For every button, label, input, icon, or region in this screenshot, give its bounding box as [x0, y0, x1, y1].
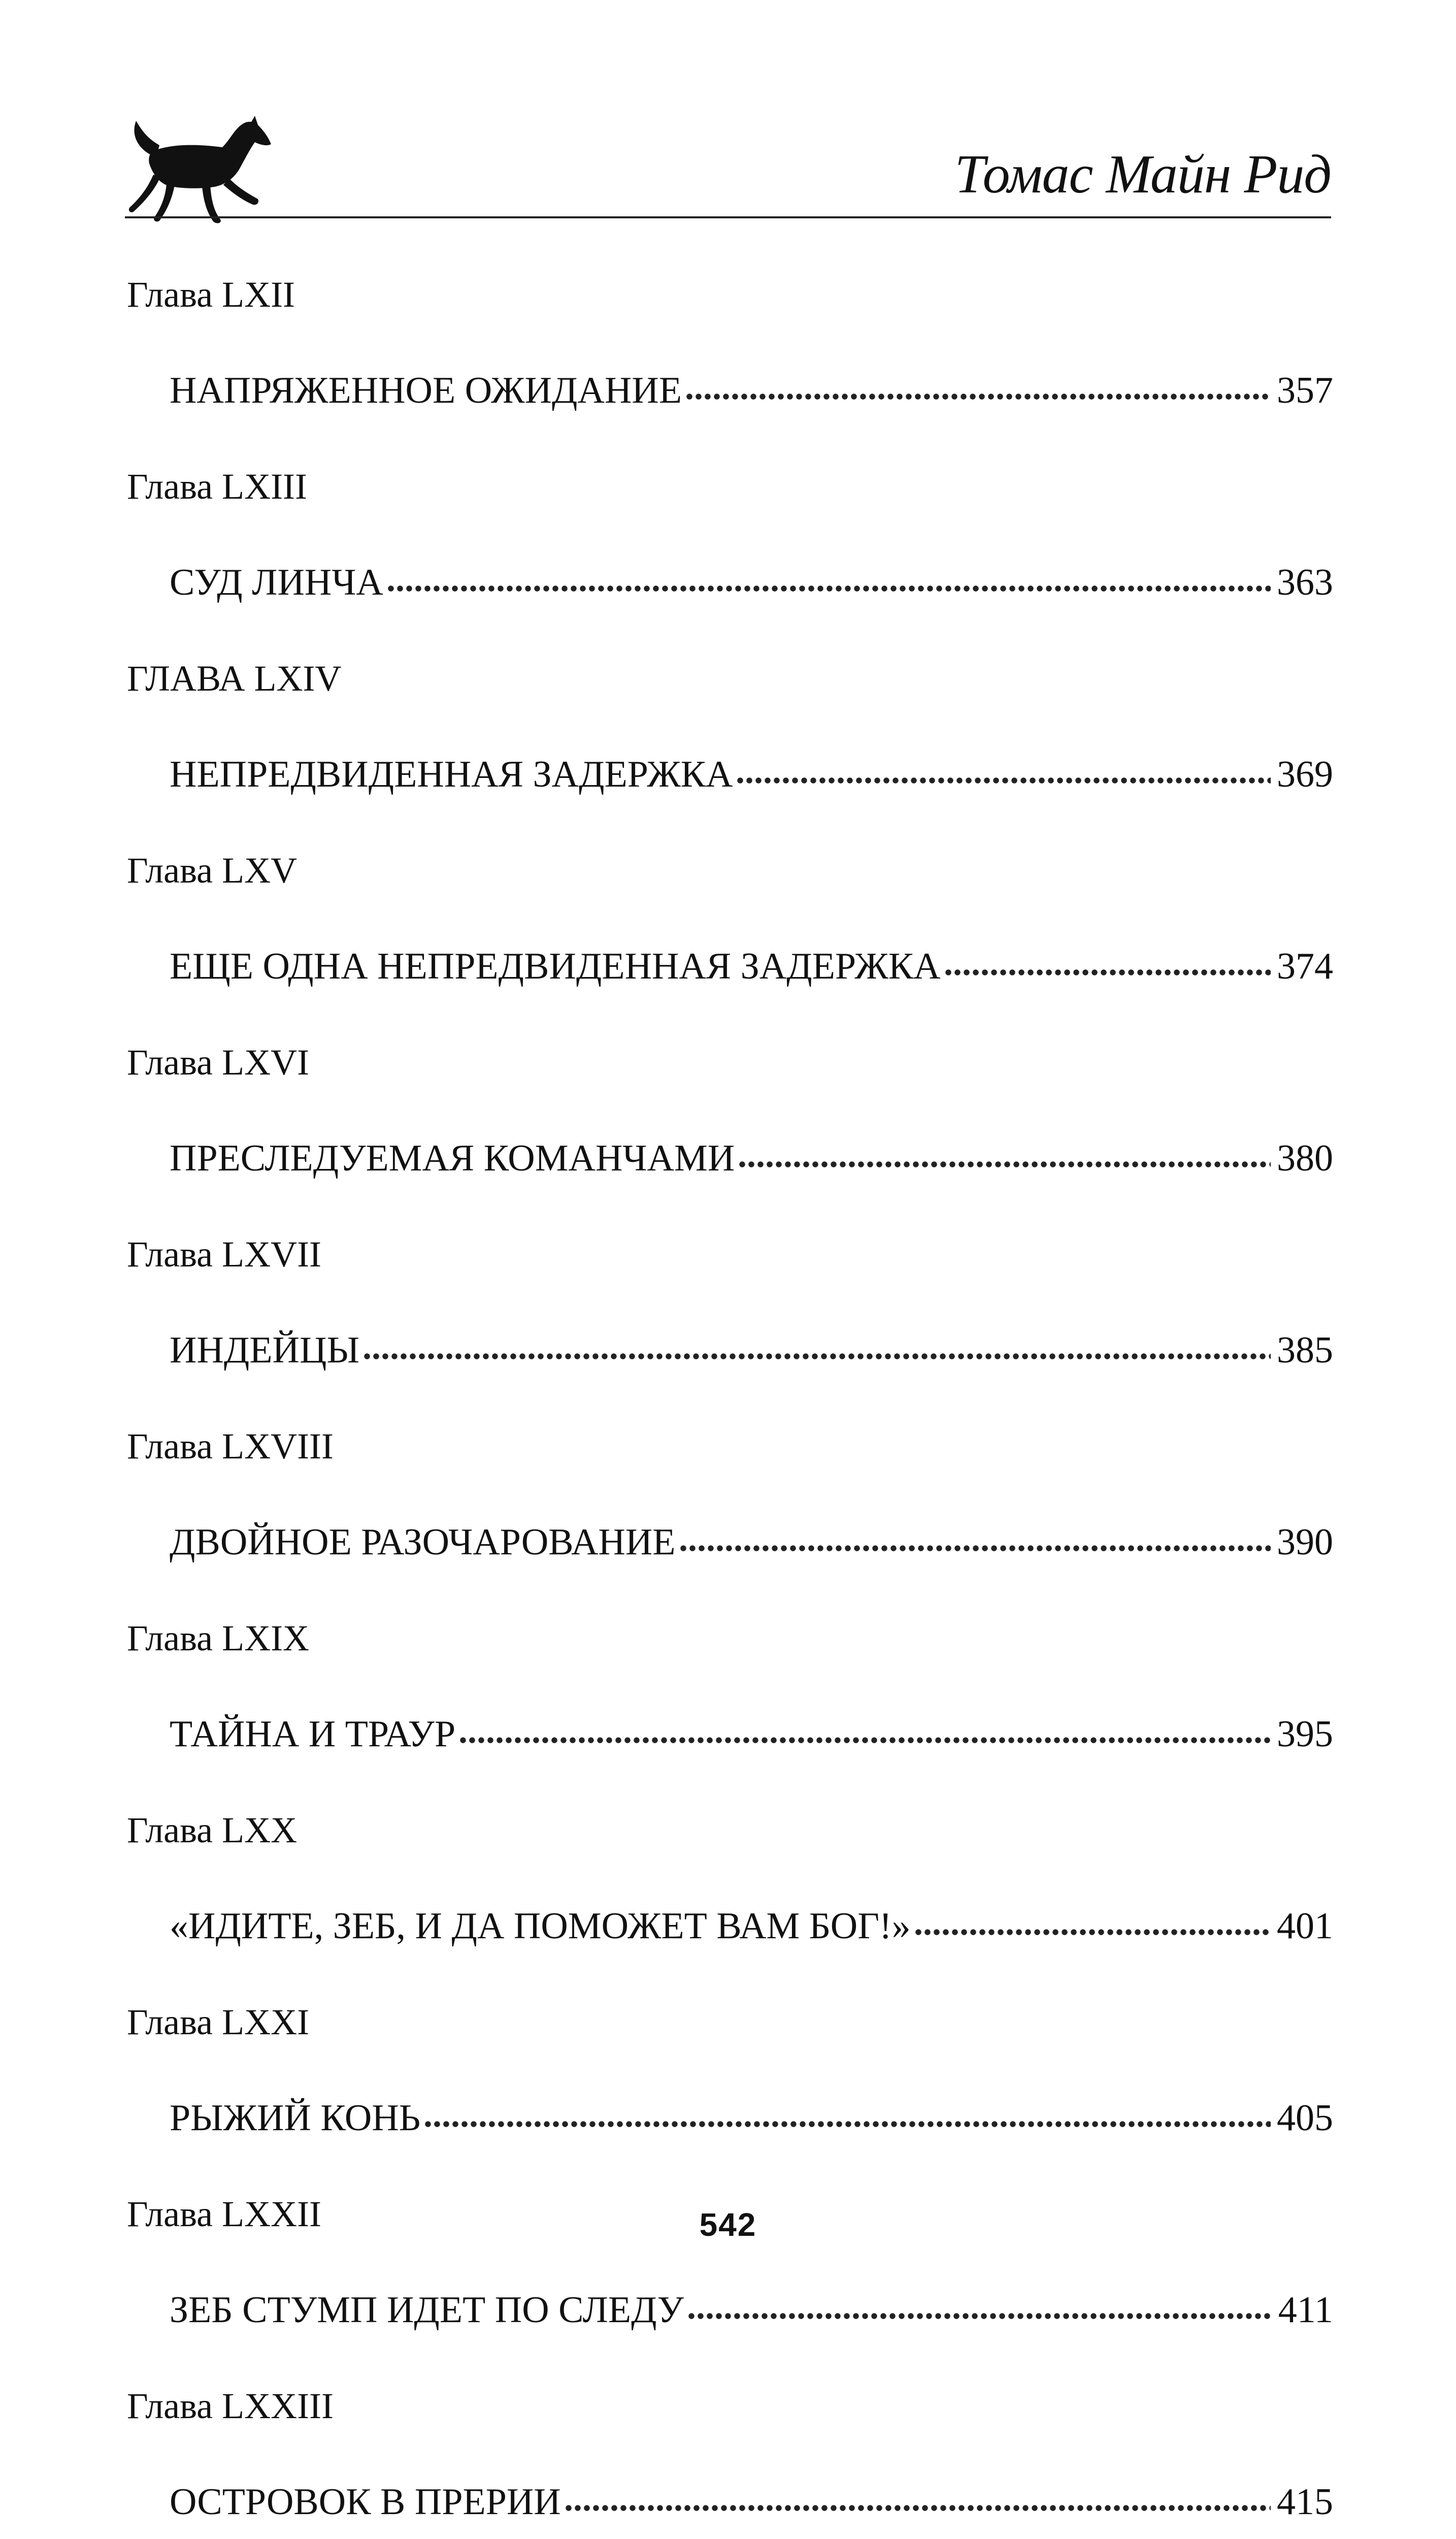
- dot-leader: [362, 1352, 1271, 1360]
- chapter-page-number: 401: [1277, 1905, 1333, 1947]
- author-name: Томас Майн Рид: [954, 144, 1331, 205]
- header-rule: [125, 216, 1331, 218]
- chapter-title-line: [170, 919, 1333, 1015]
- chapter-title-line: [170, 2262, 1333, 2358]
- chapter-label: Глава LXVI: [127, 1042, 310, 1083]
- dot-leader: [458, 1736, 1271, 1744]
- chapter-label: Глава LXXIII: [127, 2386, 334, 2426]
- toc-entry: [127, 1590, 1333, 1782]
- chapter-title-line: [170, 1686, 1333, 1782]
- chapter-title: ЗЕБ СТУМП ИДЕТ ПО СЛЕДУ: [170, 2289, 684, 2331]
- chapter-page-number: 363: [1277, 562, 1333, 603]
- chapter-page-number: 357: [1277, 370, 1333, 411]
- chapter-label: Глава LXXII: [127, 2194, 322, 2234]
- chapter-page-number: 390: [1277, 1521, 1333, 1563]
- chapter-label: Глава LXX: [127, 1810, 297, 1850]
- dot-leader: [685, 393, 1271, 401]
- chapter-title-line: [170, 1494, 1333, 1590]
- chapter-page-number: 380: [1277, 1137, 1333, 1179]
- chapter-page-number: 385: [1277, 1329, 1333, 1371]
- chapter-title-line: [170, 535, 1333, 631]
- chapter-title: «ИДИТЕ, ЗЕБ, И ДА ПОМОЖЕТ ВАМ БОГ!»: [170, 1905, 911, 1947]
- chapter-title-line: [170, 727, 1333, 823]
- dot-leader: [423, 2120, 1271, 2128]
- chapter-title: ДВОЙНОЕ РАЗОЧАРОВАНИЕ: [170, 1521, 676, 1563]
- chapter-title: СУД ЛИНЧА: [170, 562, 383, 603]
- chapter-title-line: [170, 343, 1333, 439]
- chapter-page-number: 415: [1277, 2481, 1333, 2523]
- dot-leader: [736, 776, 1271, 785]
- chapter-title: ОСТРОВОК В ПРЕРИИ: [170, 2481, 561, 2523]
- chapter-page-number: 405: [1277, 2097, 1333, 2139]
- chapter-title: РЫЖИЙ КОНЬ: [170, 2097, 421, 2139]
- toc-entry: [127, 823, 1333, 1015]
- toc-entry: [127, 2358, 1333, 2539]
- chapter-label: Глава LXIII: [127, 466, 308, 507]
- dot-leader: [944, 968, 1271, 976]
- chapter-title-line: [170, 1303, 1333, 1398]
- horse-icon: [125, 116, 277, 227]
- toc-entry: [127, 439, 1333, 631]
- toc-entry: [127, 2166, 1333, 2358]
- dot-leader: [738, 1160, 1271, 1168]
- chapter-title-line: [170, 2454, 1333, 2539]
- chapter-label: Глава LXV: [127, 850, 297, 891]
- toc-entry: [127, 247, 1333, 439]
- table-of-contents: [127, 247, 1333, 2539]
- chapter-title: НЕПРЕДВИДЕННАЯ ЗАДЕРЖКА: [170, 754, 733, 795]
- chapter-title-line: [170, 1878, 1333, 1974]
- chapter-title-line: [170, 2070, 1333, 2166]
- chapter-title-line: [170, 1111, 1333, 1207]
- chapter-title: ПРЕСЛЕДУЕМАЯ КОМАНЧАМИ: [170, 1137, 735, 1179]
- toc-entry: [127, 631, 1333, 823]
- toc-entry: [127, 1782, 1333, 1974]
- chapter-page-number: 374: [1277, 946, 1333, 987]
- toc-entry: [127, 1974, 1333, 2166]
- chapter-label: ГЛАВА LXIV: [127, 658, 342, 699]
- chapter-title: ИНДЕЙЦЫ: [170, 1329, 359, 1371]
- running-header: [125, 110, 1331, 232]
- chapter-label: Глава LXVII: [127, 1234, 322, 1275]
- chapter-page-number: 395: [1277, 1713, 1333, 1755]
- page-number: 542: [699, 2206, 757, 2243]
- chapter-label: Глава LXIX: [127, 1618, 310, 1658]
- toc-entry: [127, 1015, 1333, 1207]
- dot-leader: [564, 2504, 1271, 2512]
- chapter-label: Глава LXII: [127, 274, 295, 315]
- chapter-label: Глава LXVIII: [127, 1426, 334, 1467]
- chapter-title: ТАЙНА И ТРАУР: [170, 1713, 456, 1755]
- toc-entry: [127, 1207, 1333, 1398]
- dot-leader: [914, 1928, 1271, 1936]
- chapter-title: ЕЩЕ ОДНА НЕПРЕДВИДЕННАЯ ЗАДЕРЖКА: [170, 946, 941, 987]
- toc-entry: [127, 1398, 1333, 1590]
- chapter-page-number: 411: [1278, 2289, 1333, 2331]
- dot-leader: [687, 2312, 1272, 2320]
- dot-leader: [679, 1544, 1271, 1552]
- dot-leader: [386, 584, 1271, 593]
- chapter-title: НАПРЯЖЕННОЕ ОЖИДАНИЕ: [170, 370, 682, 411]
- chapter-page-number: 369: [1277, 754, 1333, 795]
- chapter-label: Глава LXXI: [127, 2002, 310, 2042]
